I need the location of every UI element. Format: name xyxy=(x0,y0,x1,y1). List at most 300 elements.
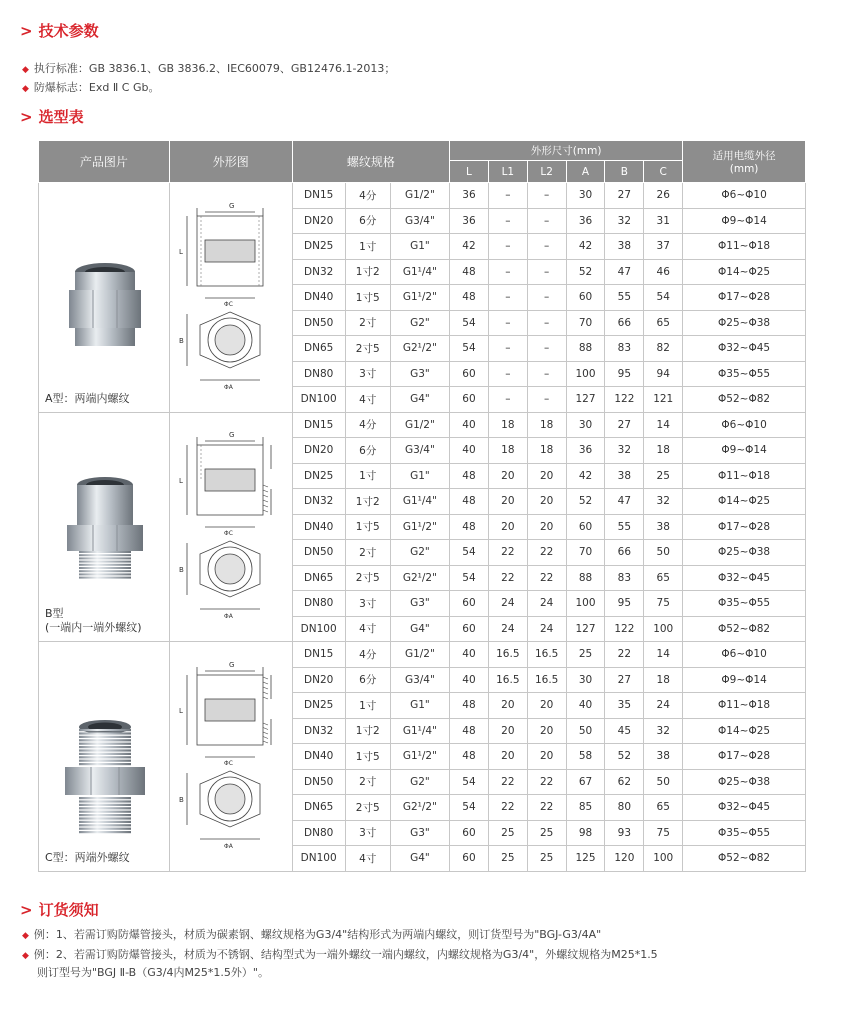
dim-l1-cell: 20 xyxy=(488,744,527,770)
inch-size-cell: 3寸 xyxy=(345,591,390,617)
table-row xyxy=(39,183,806,209)
dim-l2-cell: 22 xyxy=(527,540,566,566)
cable-range-cell: Φ32~Φ45 xyxy=(683,336,806,362)
inch-size-cell: 1寸 xyxy=(345,693,390,719)
thread-spec-cell: G4" xyxy=(390,846,449,872)
inch-size-cell: 4分 xyxy=(345,412,390,438)
order-example-2 xyxy=(22,946,658,962)
dn-size-cell: DN65 xyxy=(292,565,345,591)
dn-size-cell: DN20 xyxy=(292,667,345,693)
dim-l2-cell: 22 xyxy=(527,795,566,821)
svg-text:ΦA: ΦA xyxy=(223,613,233,621)
dim-l1-cell: 24 xyxy=(488,591,527,617)
dn-size-cell: DN100 xyxy=(292,616,345,642)
dn-size-cell: DN25 xyxy=(292,463,345,489)
dim-l1-cell: 24 xyxy=(488,616,527,642)
dim-c-cell: 54 xyxy=(644,285,683,311)
dim-l-cell: 54 xyxy=(450,565,489,591)
dim-c-cell: 82 xyxy=(644,336,683,362)
dim-l2-cell: 20 xyxy=(527,718,566,744)
dn-size-cell: DN40 xyxy=(292,285,345,311)
svg-text:ΦA: ΦA xyxy=(223,383,233,391)
svg-text:B: B xyxy=(178,795,184,804)
inch-size-cell: 2寸5 xyxy=(345,565,390,591)
tech-mark-text: 防爆标志：Exd Ⅱ C Gb。 xyxy=(33,81,160,94)
dim-a-cell: 50 xyxy=(566,718,605,744)
cable-range-cell: Φ52~Φ82 xyxy=(683,846,806,872)
dn-size-cell: DN80 xyxy=(292,591,345,617)
dim-a-cell: 25 xyxy=(566,642,605,668)
dim-b-cell: 80 xyxy=(605,795,644,821)
dim-l-cell: 60 xyxy=(450,846,489,872)
dim-l1-cell: 25 xyxy=(488,846,527,872)
dim-a-cell: 127 xyxy=(566,616,605,642)
dim-l1-cell: 16.5 xyxy=(488,667,527,693)
dim-l-cell: 48 xyxy=(450,744,489,770)
dim-l-cell: 54 xyxy=(450,540,489,566)
header-thread: 螺纹规格 xyxy=(292,141,449,183)
dim-l1-cell: 20 xyxy=(488,489,527,515)
dn-size-cell: DN40 xyxy=(292,744,345,770)
dim-l1-cell: – xyxy=(488,336,527,362)
dim-l-cell: 48 xyxy=(450,514,489,540)
cable-range-cell: Φ9~Φ14 xyxy=(683,667,806,693)
inch-size-cell: 1寸2 xyxy=(345,718,390,744)
chevron-right-icon: > xyxy=(20,22,33,40)
dim-b-cell: 66 xyxy=(605,540,644,566)
thread-spec-cell: G2¹/2" xyxy=(390,565,449,591)
dim-l2-cell: 18 xyxy=(527,412,566,438)
dim-a-cell: 30 xyxy=(566,412,605,438)
dim-l-cell: 40 xyxy=(450,667,489,693)
dim-c-cell: 14 xyxy=(644,412,683,438)
outline-drawing-cell xyxy=(169,642,292,872)
thread-spec-cell: G1/2" xyxy=(390,412,449,438)
dim-b-cell: 38 xyxy=(605,234,644,260)
cable-range-cell: Φ32~Φ45 xyxy=(683,565,806,591)
thread-spec-cell: G3/4" xyxy=(390,667,449,693)
tech-section-title xyxy=(20,20,99,41)
dim-a-cell: 52 xyxy=(566,489,605,515)
diamond-bullet-icon: ◆ xyxy=(22,931,29,941)
dim-b-cell: 32 xyxy=(605,438,644,464)
dim-a-cell: 40 xyxy=(566,693,605,719)
thread-spec-cell: G1/2" xyxy=(390,642,449,668)
dim-l-cell: 48 xyxy=(450,285,489,311)
header-cable-line2: (mm) xyxy=(729,163,759,175)
cable-range-cell: Φ35~Φ55 xyxy=(683,361,806,387)
svg-text:B: B xyxy=(178,336,184,345)
header-cable-line1: 适用电缆外径 xyxy=(712,150,776,162)
order-title-text: 订货须知 xyxy=(38,901,99,919)
dim-l2-cell: 20 xyxy=(527,463,566,489)
dim-l1-cell: – xyxy=(488,183,527,209)
dim-l-cell: 36 xyxy=(450,183,489,209)
outline-drawing-cell xyxy=(169,412,292,642)
cable-range-cell: Φ11~Φ18 xyxy=(683,463,806,489)
header-dim-col: L xyxy=(450,161,489,183)
dim-l1-cell: – xyxy=(488,387,527,413)
dim-a-cell: 88 xyxy=(566,336,605,362)
thread-spec-cell: G1" xyxy=(390,693,449,719)
inch-size-cell: 4分 xyxy=(345,642,390,668)
dimension-drawing xyxy=(175,659,287,851)
tech-mark-line xyxy=(22,79,159,95)
dim-b-cell: 27 xyxy=(605,412,644,438)
dim-c-cell: 50 xyxy=(644,540,683,566)
cable-range-cell: Φ35~Φ55 xyxy=(683,591,806,617)
thread-spec-cell: G1¹/4" xyxy=(390,259,449,285)
product-photo-cell xyxy=(39,412,170,642)
cable-range-cell: Φ11~Φ18 xyxy=(683,693,806,719)
dn-size-cell: DN15 xyxy=(292,183,345,209)
dim-b-cell: 95 xyxy=(605,591,644,617)
dim-c-cell: 46 xyxy=(644,259,683,285)
dim-l2-cell: 24 xyxy=(527,616,566,642)
dim-b-cell: 52 xyxy=(605,744,644,770)
cable-range-cell: Φ14~Φ25 xyxy=(683,489,806,515)
dim-c-cell: 32 xyxy=(644,489,683,515)
inch-size-cell: 4分 xyxy=(345,183,390,209)
dim-l1-cell: – xyxy=(488,208,527,234)
dim-b-cell: 62 xyxy=(605,769,644,795)
dim-b-cell: 38 xyxy=(605,463,644,489)
dim-a-cell: 30 xyxy=(566,667,605,693)
cable-range-cell: Φ11~Φ18 xyxy=(683,234,806,260)
dim-b-cell: 27 xyxy=(605,183,644,209)
chevron-right-icon: > xyxy=(20,901,33,919)
inch-size-cell: 6分 xyxy=(345,667,390,693)
dim-c-cell: 75 xyxy=(644,591,683,617)
dim-l2-cell: – xyxy=(527,259,566,285)
selection-section-title xyxy=(20,106,84,127)
dim-a-cell: 100 xyxy=(566,591,605,617)
dim-l-cell: 48 xyxy=(450,489,489,515)
dim-l-cell: 54 xyxy=(450,795,489,821)
svg-text:ΦC: ΦC xyxy=(223,759,233,767)
cable-range-cell: Φ14~Φ25 xyxy=(683,718,806,744)
dim-b-cell: 35 xyxy=(605,693,644,719)
header-dim-col: L1 xyxy=(488,161,527,183)
dim-c-cell: 121 xyxy=(644,387,683,413)
thread-spec-cell: G2" xyxy=(390,769,449,795)
dim-l2-cell: – xyxy=(527,361,566,387)
dim-a-cell: 52 xyxy=(566,259,605,285)
dim-a-cell: 88 xyxy=(566,565,605,591)
thread-spec-cell: G1¹/2" xyxy=(390,285,449,311)
dim-l1-cell: 20 xyxy=(488,693,527,719)
dn-size-cell: DN65 xyxy=(292,795,345,821)
dim-a-cell: 125 xyxy=(566,846,605,872)
dim-l-cell: 40 xyxy=(450,412,489,438)
dim-b-cell: 32 xyxy=(605,208,644,234)
dim-l2-cell: 20 xyxy=(527,514,566,540)
dim-b-cell: 83 xyxy=(605,336,644,362)
tech-title-text: 技术参数 xyxy=(38,22,99,40)
dim-b-cell: 95 xyxy=(605,361,644,387)
thread-spec-cell: G4" xyxy=(390,616,449,642)
thread-spec-cell: G2¹/2" xyxy=(390,795,449,821)
dim-c-cell: 24 xyxy=(644,693,683,719)
dim-b-cell: 122 xyxy=(605,616,644,642)
dim-b-cell: 66 xyxy=(605,310,644,336)
svg-text:G: G xyxy=(228,431,235,440)
dim-c-cell: 75 xyxy=(644,820,683,846)
dim-l1-cell: – xyxy=(488,259,527,285)
dim-l1-cell: – xyxy=(488,234,527,260)
dn-size-cell: DN65 xyxy=(292,336,345,362)
inch-size-cell: 4寸 xyxy=(345,846,390,872)
dim-l1-cell: 20 xyxy=(488,514,527,540)
dim-l-cell: 54 xyxy=(450,310,489,336)
dn-size-cell: DN100 xyxy=(292,387,345,413)
inch-size-cell: 1寸5 xyxy=(345,744,390,770)
dim-a-cell: 127 xyxy=(566,387,605,413)
header-photo: 产品图片 xyxy=(39,141,170,183)
dim-c-cell: 100 xyxy=(644,616,683,642)
svg-text:L: L xyxy=(178,477,183,486)
dim-l2-cell: 24 xyxy=(527,591,566,617)
dim-l-cell: 48 xyxy=(450,259,489,285)
dim-l1-cell: – xyxy=(488,285,527,311)
dim-b-cell: 47 xyxy=(605,489,644,515)
cable-range-cell: Φ6~Φ10 xyxy=(683,183,806,209)
thread-spec-cell: G1¹/2" xyxy=(390,744,449,770)
dim-l2-cell: – xyxy=(527,234,566,260)
thread-spec-cell: G1" xyxy=(390,234,449,260)
chevron-right-icon: > xyxy=(20,108,33,126)
dim-l-cell: 60 xyxy=(450,387,489,413)
inch-size-cell: 3寸 xyxy=(345,820,390,846)
thread-spec-cell: G2¹/2" xyxy=(390,336,449,362)
cable-range-cell: Φ14~Φ25 xyxy=(683,259,806,285)
diamond-bullet-icon: ◆ xyxy=(22,84,29,94)
dim-l1-cell: 20 xyxy=(488,718,527,744)
dim-b-cell: 93 xyxy=(605,820,644,846)
inch-size-cell: 1寸5 xyxy=(345,514,390,540)
inch-size-cell: 2寸5 xyxy=(345,336,390,362)
inch-size-cell: 1寸5 xyxy=(345,285,390,311)
dim-c-cell: 100 xyxy=(644,846,683,872)
svg-text:ΦA: ΦA xyxy=(223,842,233,850)
order-example-2-text: 例：2、若需订购防爆管接头，材质为不锈钢、结构型式为一端外螺纹一端内螺纹，内螺纹规格为G3/4"，外螺纹规格为M25*1.5 xyxy=(33,948,658,961)
cable-range-cell: Φ6~Φ10 xyxy=(683,642,806,668)
dim-l-cell: 40 xyxy=(450,438,489,464)
inch-size-cell: 1寸 xyxy=(345,234,390,260)
dim-a-cell: 42 xyxy=(566,234,605,260)
dn-size-cell: DN50 xyxy=(292,540,345,566)
dim-a-cell: 60 xyxy=(566,514,605,540)
dim-l2-cell: – xyxy=(527,336,566,362)
dim-l1-cell: 22 xyxy=(488,795,527,821)
inch-size-cell: 2寸 xyxy=(345,540,390,566)
inch-size-cell: 2寸5 xyxy=(345,795,390,821)
dn-size-cell: DN20 xyxy=(292,208,345,234)
dim-c-cell: 37 xyxy=(644,234,683,260)
dim-c-cell: 65 xyxy=(644,310,683,336)
dimension-drawing xyxy=(175,200,287,392)
dim-l1-cell: 22 xyxy=(488,540,527,566)
thread-spec-cell: G2" xyxy=(390,540,449,566)
order-example-1 xyxy=(22,926,601,942)
dim-l2-cell: – xyxy=(527,387,566,413)
dim-c-cell: 18 xyxy=(644,667,683,693)
cable-range-cell: Φ25~Φ38 xyxy=(683,310,806,336)
tech-standard-text: 执行标准：GB 3836.1、GB 3836.2、IEC60079、GB12476.1-2013； xyxy=(33,62,396,75)
inch-size-cell: 3寸 xyxy=(345,361,390,387)
dim-l-cell: 60 xyxy=(450,591,489,617)
product-photo-cell xyxy=(39,642,170,872)
svg-text:ΦC: ΦC xyxy=(223,530,233,538)
dim-a-cell: 67 xyxy=(566,769,605,795)
cable-range-cell: Φ17~Φ28 xyxy=(683,744,806,770)
product-type-label: B型 xyxy=(45,607,64,620)
thread-spec-cell: G3/4" xyxy=(390,208,449,234)
header-drawing: 外形图 xyxy=(169,141,292,183)
dn-size-cell: DN15 xyxy=(292,642,345,668)
svg-text:L: L xyxy=(178,706,183,715)
dim-l-cell: 60 xyxy=(450,616,489,642)
dim-a-cell: 30 xyxy=(566,183,605,209)
dn-size-cell: DN32 xyxy=(292,489,345,515)
cable-range-cell: Φ6~Φ10 xyxy=(683,412,806,438)
dim-a-cell: 70 xyxy=(566,310,605,336)
table-row xyxy=(39,642,806,668)
dim-l1-cell: 20 xyxy=(488,463,527,489)
svg-text:G: G xyxy=(228,660,235,669)
dim-l1-cell: 18 xyxy=(488,438,527,464)
dim-l-cell: 36 xyxy=(450,208,489,234)
dim-l-cell: 48 xyxy=(450,718,489,744)
inch-size-cell: 6分 xyxy=(345,438,390,464)
dim-l2-cell: 20 xyxy=(527,744,566,770)
dim-b-cell: 55 xyxy=(605,285,644,311)
thread-spec-cell: G3" xyxy=(390,591,449,617)
dim-c-cell: 26 xyxy=(644,183,683,209)
dn-size-cell: DN25 xyxy=(292,693,345,719)
dn-size-cell: DN25 xyxy=(292,234,345,260)
inch-size-cell: 1寸2 xyxy=(345,489,390,515)
dim-a-cell: 42 xyxy=(566,463,605,489)
dn-size-cell: DN80 xyxy=(292,361,345,387)
dim-l1-cell: 22 xyxy=(488,769,527,795)
selection-table xyxy=(38,140,806,872)
cable-range-cell: Φ32~Φ45 xyxy=(683,795,806,821)
header-dim-col: L2 xyxy=(527,161,566,183)
selection-title-text: 选型表 xyxy=(38,108,84,126)
dim-l1-cell: 22 xyxy=(488,565,527,591)
svg-text:G: G xyxy=(228,201,235,210)
cable-range-cell: Φ52~Φ82 xyxy=(683,387,806,413)
cable-range-cell: Φ9~Φ14 xyxy=(683,208,806,234)
order-example-1-text: 例：1、若需订购防爆管接头，材质为碳素钢、螺纹规格为G3/4"结构形式为两端内螺纹，则订货型号为"BGJ-G3/4A" xyxy=(33,928,602,941)
inch-size-cell: 1寸2 xyxy=(345,259,390,285)
dim-a-cell: 36 xyxy=(566,208,605,234)
order-section-title xyxy=(20,899,99,920)
dim-l2-cell: 16.5 xyxy=(527,667,566,693)
product-type-label: C型：两端外螺纹 xyxy=(45,850,130,864)
cable-range-cell: Φ25~Φ38 xyxy=(683,540,806,566)
dim-l2-cell: 20 xyxy=(527,489,566,515)
thread-spec-cell: G1¹/2" xyxy=(390,514,449,540)
dim-c-cell: 25 xyxy=(644,463,683,489)
dim-l2-cell: 20 xyxy=(527,693,566,719)
cable-range-cell: Φ25~Φ38 xyxy=(683,769,806,795)
dn-size-cell: DN50 xyxy=(292,310,345,336)
cable-range-cell: Φ17~Φ28 xyxy=(683,285,806,311)
inch-size-cell: 2寸 xyxy=(345,769,390,795)
dim-a-cell: 70 xyxy=(566,540,605,566)
dn-size-cell: DN32 xyxy=(292,718,345,744)
dim-l2-cell: 18 xyxy=(527,438,566,464)
inch-size-cell: 2寸 xyxy=(345,310,390,336)
dim-l1-cell: 25 xyxy=(488,820,527,846)
dim-l2-cell: 22 xyxy=(527,769,566,795)
dn-size-cell: DN15 xyxy=(292,412,345,438)
dim-l2-cell: 25 xyxy=(527,846,566,872)
dim-l2-cell: – xyxy=(527,285,566,311)
thread-spec-cell: G1/2" xyxy=(390,183,449,209)
dn-size-cell: DN50 xyxy=(292,769,345,795)
cable-range-cell: Φ9~Φ14 xyxy=(683,438,806,464)
header-cable xyxy=(683,141,806,183)
product-type-label: (一端内一端外螺纹) xyxy=(45,621,142,634)
dn-size-cell: DN80 xyxy=(292,820,345,846)
dim-c-cell: 31 xyxy=(644,208,683,234)
thread-spec-cell: G2" xyxy=(390,310,449,336)
tech-standard-line xyxy=(22,60,395,76)
cable-range-cell: Φ52~Φ82 xyxy=(683,616,806,642)
header-dims: 外形尺寸(mm) xyxy=(450,141,683,161)
diamond-bullet-icon: ◆ xyxy=(22,951,29,961)
dim-l-cell: 48 xyxy=(450,463,489,489)
dim-c-cell: 65 xyxy=(644,795,683,821)
dim-a-cell: 58 xyxy=(566,744,605,770)
dim-b-cell: 22 xyxy=(605,642,644,668)
dim-l-cell: 54 xyxy=(450,336,489,362)
dim-b-cell: 55 xyxy=(605,514,644,540)
dim-l2-cell: – xyxy=(527,310,566,336)
dim-l1-cell: 18 xyxy=(488,412,527,438)
dim-a-cell: 100 xyxy=(566,361,605,387)
svg-text:L: L xyxy=(178,247,183,256)
outline-drawing-cell xyxy=(169,183,292,413)
svg-text:ΦC: ΦC xyxy=(223,300,233,308)
thread-spec-cell: G3" xyxy=(390,820,449,846)
thread-spec-cell: G3" xyxy=(390,361,449,387)
dim-l-cell: 48 xyxy=(450,693,489,719)
dim-a-cell: 36 xyxy=(566,438,605,464)
dim-b-cell: 27 xyxy=(605,667,644,693)
inch-size-cell: 1寸 xyxy=(345,463,390,489)
dim-l-cell: 42 xyxy=(450,234,489,260)
product-photo-cell xyxy=(39,183,170,413)
dim-b-cell: 47 xyxy=(605,259,644,285)
thread-spec-cell: G4" xyxy=(390,387,449,413)
dn-size-cell: DN32 xyxy=(292,259,345,285)
dim-c-cell: 65 xyxy=(644,565,683,591)
dim-c-cell: 50 xyxy=(644,769,683,795)
dim-l1-cell: 16.5 xyxy=(488,642,527,668)
dim-b-cell: 45 xyxy=(605,718,644,744)
inch-size-cell: 6分 xyxy=(345,208,390,234)
cable-range-cell: Φ17~Φ28 xyxy=(683,514,806,540)
inch-size-cell: 4寸 xyxy=(345,616,390,642)
dim-l-cell: 40 xyxy=(450,642,489,668)
inch-size-cell: 4寸 xyxy=(345,387,390,413)
svg-text:B: B xyxy=(178,566,184,575)
dim-c-cell: 38 xyxy=(644,744,683,770)
